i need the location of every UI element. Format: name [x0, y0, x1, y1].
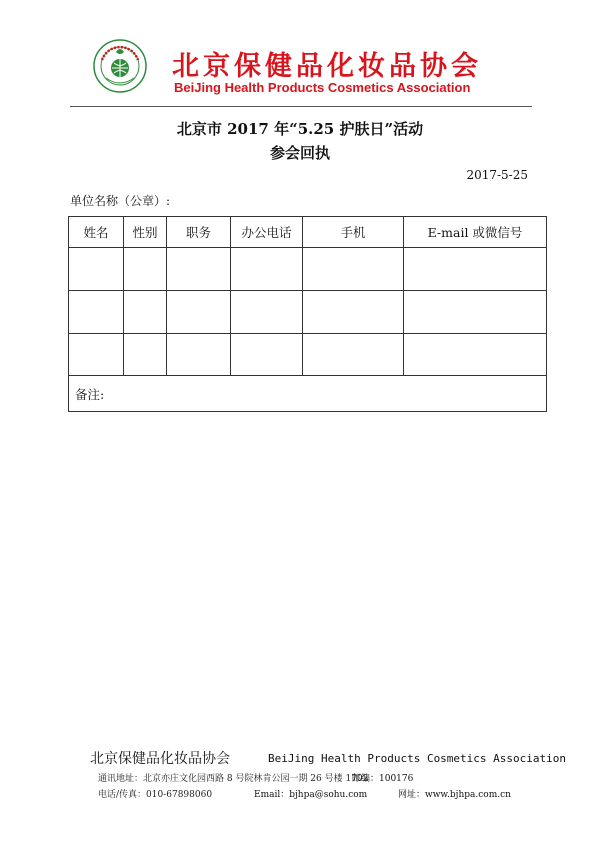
- cell-office-phone[interactable]: [231, 248, 303, 291]
- cell-position[interactable]: [167, 291, 231, 334]
- notes-label[interactable]: 备注:: [69, 376, 547, 412]
- notes-row: [69, 376, 547, 412]
- footer-org-name-en: BeiJing Health Products Cosmetics Association: [268, 752, 567, 765]
- header-position: 职务: [167, 217, 231, 248]
- header-name: 姓名: [69, 217, 124, 248]
- cell-gender[interactable]: [124, 248, 167, 291]
- footer-org-name-cn: 北京保健品化妆品协会: [90, 751, 230, 767]
- footer-website: 网址：www.bjhpa.com.cn: [398, 790, 511, 800]
- cell-office-phone[interactable]: [231, 291, 303, 334]
- footer-address: 通讯地址：北京亦庄文化园西路 8 号院林肯公园一期 26 号楼 1702: [98, 774, 369, 784]
- header-org-name-cn: 北京保健品化妆品协会: [172, 51, 482, 82]
- cell-name[interactable]: [69, 333, 124, 376]
- cell-email-wechat[interactable]: [404, 248, 547, 291]
- cell-name[interactable]: [69, 248, 124, 291]
- header-divider: [70, 106, 532, 107]
- cell-mobile[interactable]: [303, 248, 404, 291]
- table-row: [69, 291, 547, 334]
- document-subtitle: 参会回执: [269, 144, 330, 162]
- cell-gender[interactable]: [124, 291, 167, 334]
- document-title: 北京市 2017 年“5.25 护肤日”活动: [176, 120, 424, 138]
- footer-email: Email：bjhpa@sohu.com: [254, 790, 368, 800]
- cell-position[interactable]: [167, 248, 231, 291]
- cell-office-phone[interactable]: [231, 333, 303, 376]
- header-mobile: 手机: [303, 217, 404, 248]
- cell-email-wechat[interactable]: [404, 333, 547, 376]
- cell-name[interactable]: [69, 291, 124, 334]
- footer-phone: 电话/传真：010-67898060: [98, 790, 213, 800]
- header-office-phone: 办公电话: [231, 217, 303, 248]
- table-row: [69, 248, 547, 291]
- cell-mobile[interactable]: [303, 333, 404, 376]
- table-row: [69, 333, 547, 376]
- logo-emblem-icon: [92, 38, 148, 94]
- registration-table: [68, 216, 547, 412]
- document-date: 2017-5-25: [466, 168, 528, 182]
- header-org-name-en: BeiJing Health Products Cosmetics Association: [174, 80, 471, 95]
- cell-gender[interactable]: [124, 333, 167, 376]
- cell-mobile[interactable]: [303, 291, 404, 334]
- header-gender: 性别: [124, 217, 167, 248]
- association-logo: [92, 38, 148, 94]
- cell-email-wechat[interactable]: [404, 291, 547, 334]
- cell-position[interactable]: [167, 333, 231, 376]
- footer-postcode: 邮编：100176: [352, 774, 414, 784]
- table-header-row: [69, 217, 547, 248]
- header-email-wechat: E-mail 或微信号: [404, 217, 547, 248]
- unit-name-label: 单位名称（公章）:: [70, 194, 171, 208]
